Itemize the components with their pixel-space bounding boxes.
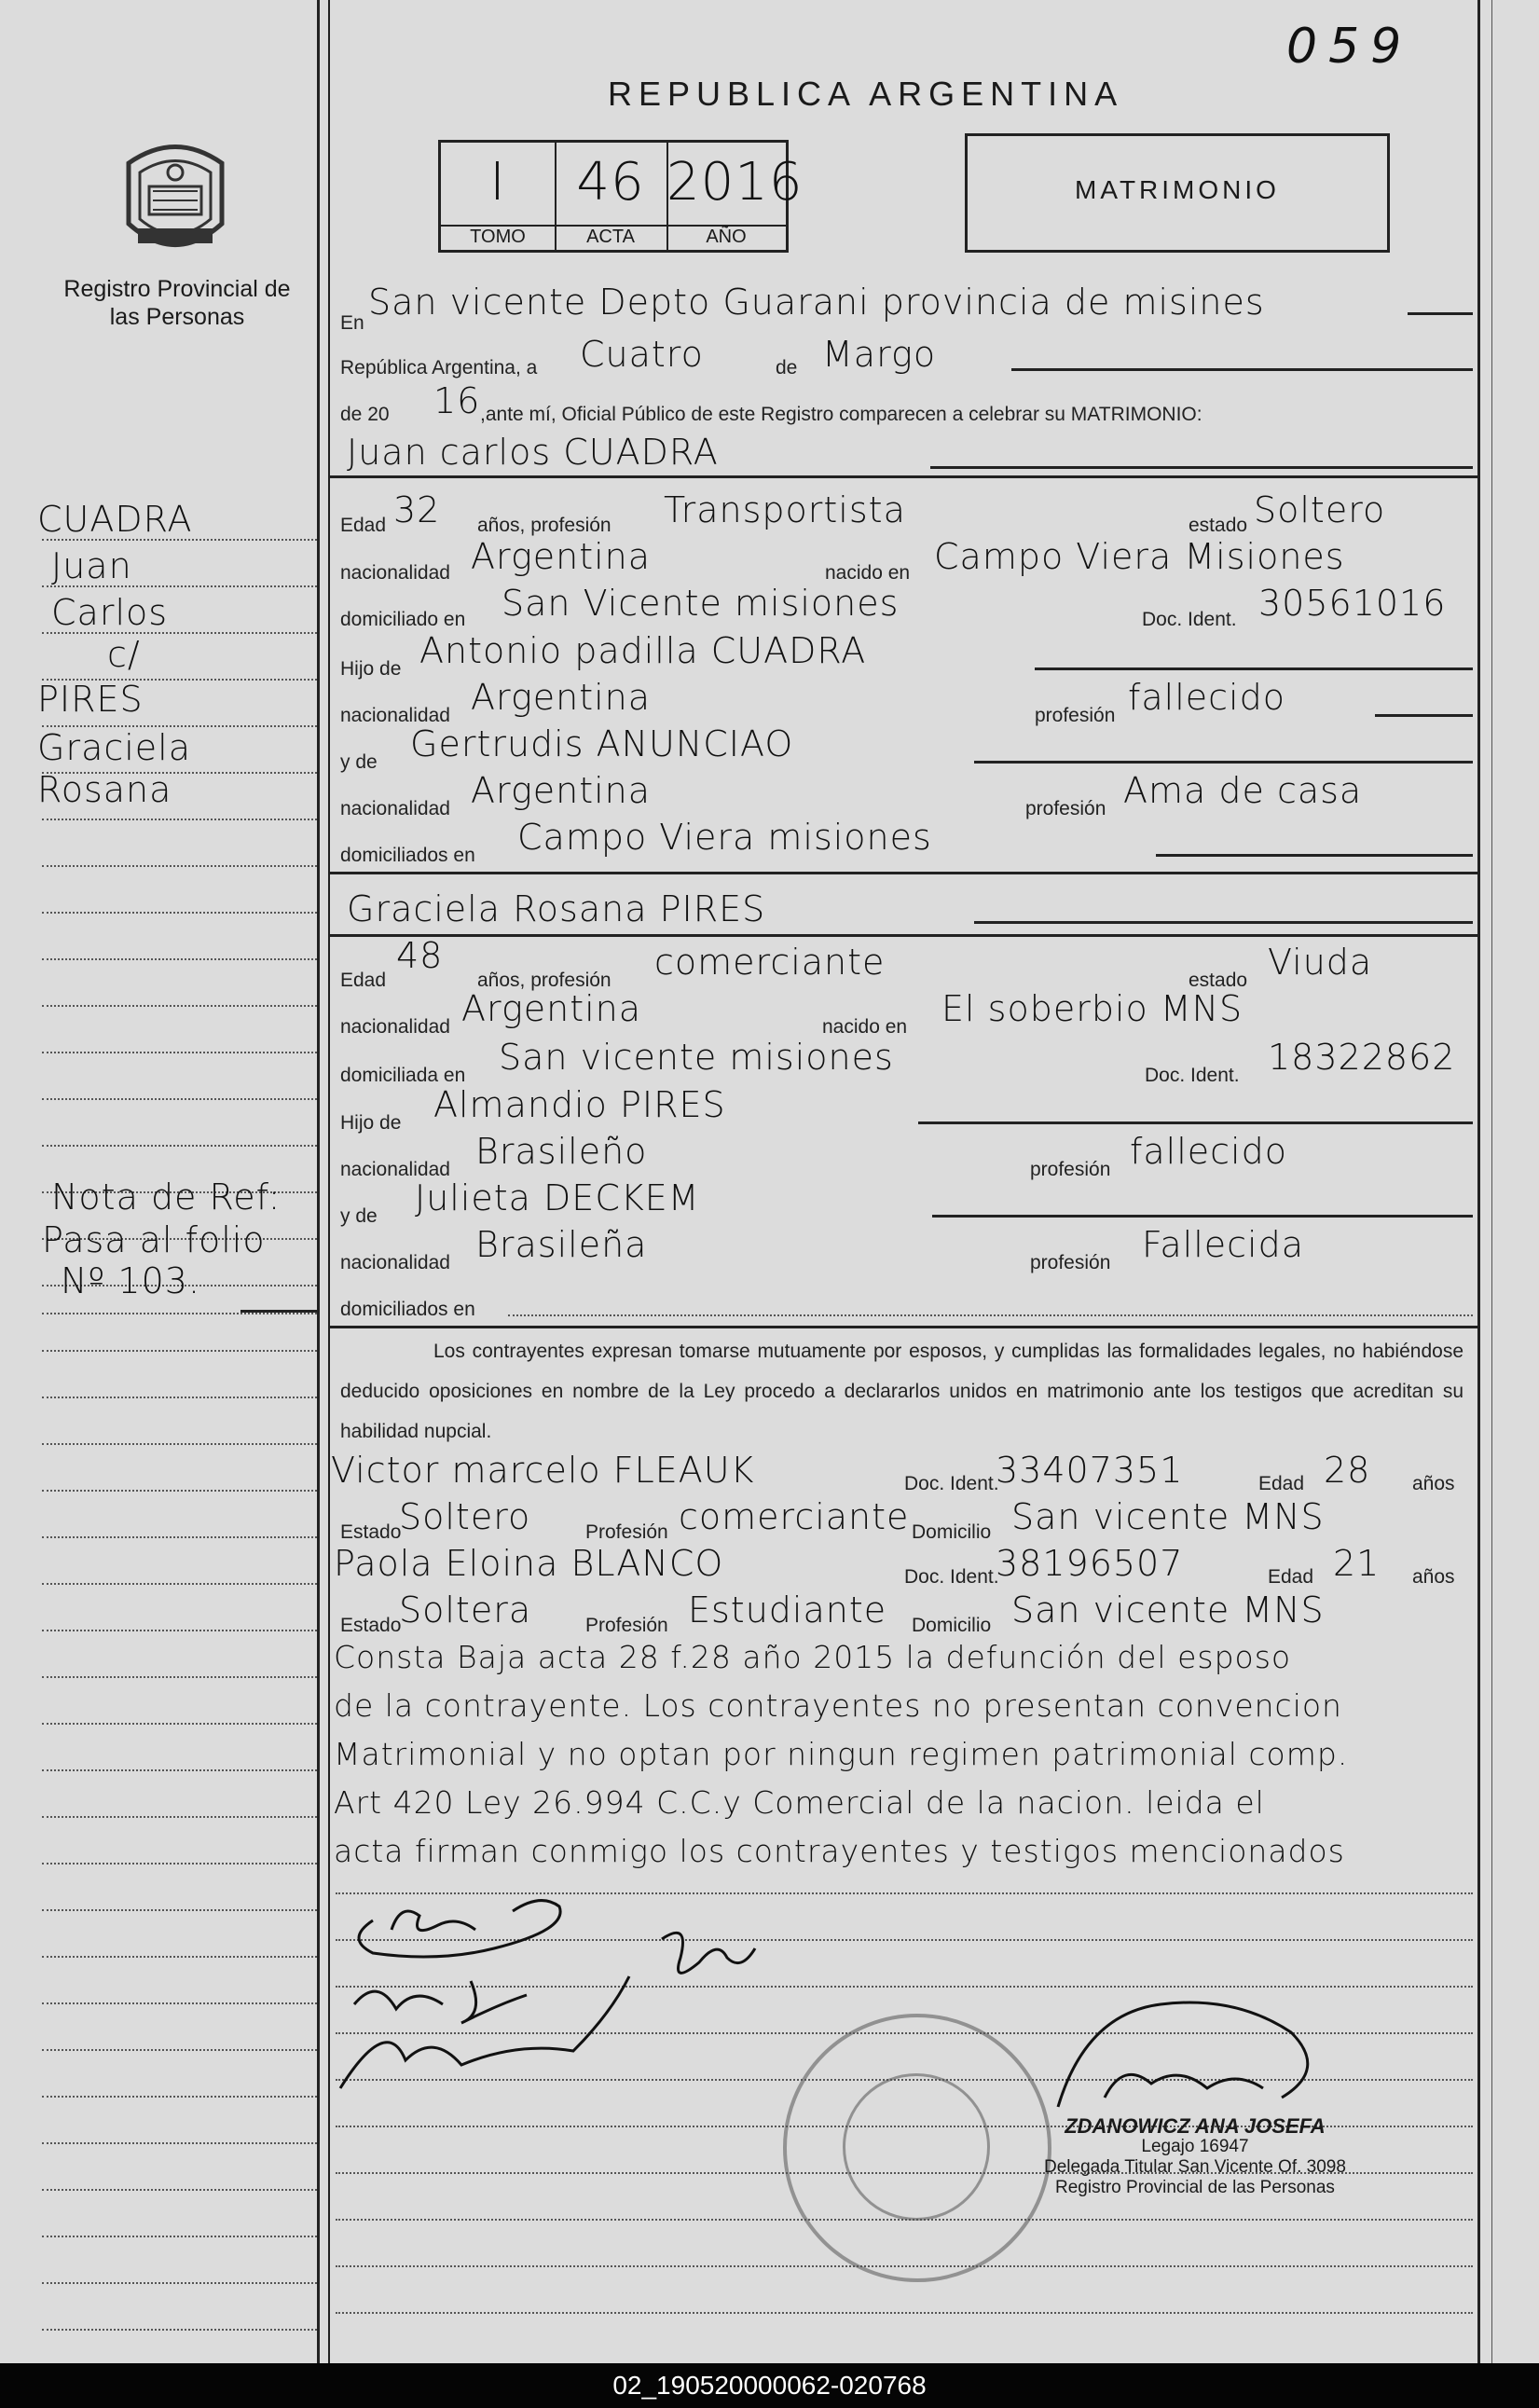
- bride-address: San vicente misiones: [499, 1037, 894, 1078]
- groom-prof-label: años, profesión: [477, 515, 611, 536]
- groom-profession: Transportista: [664, 489, 906, 530]
- officer-name: ZDANOWICZ ANA JOSEFA: [1065, 2114, 1326, 2138]
- groom-hijo-label: Hijo de: [340, 658, 402, 680]
- anio-cell: [666, 143, 804, 250]
- groom-birthplace: Campo Viera Misiones: [934, 536, 1345, 577]
- bride-edad-label: Edad: [340, 970, 387, 991]
- groom-father: Antonio padilla CUADRA: [419, 630, 867, 671]
- bride-birthplace: El soberbio MNS: [941, 988, 1244, 1029]
- acta-label: ACTA: [555, 225, 666, 248]
- country-title: REPUBLICA ARGENTINA: [608, 75, 1124, 113]
- margin-rule-inner: [328, 0, 330, 2363]
- bride-father-prof-label: profesión: [1030, 1159, 1111, 1180]
- republica-label: República Argentina, a: [340, 357, 538, 378]
- groom-father-prof-label: profesión: [1035, 705, 1116, 726]
- note-line-2: de la contrayente. Los contrayentes no presentan convencion: [334, 1687, 1342, 1724]
- witness-1-anos-label: años: [1412, 1473, 1455, 1494]
- witness-1-address: San vicente MNS: [1011, 1496, 1325, 1537]
- year-value: 16: [433, 380, 481, 421]
- groom-edad-label: Edad: [340, 515, 387, 536]
- groom-nationality: Argentina: [471, 536, 652, 577]
- groom-mother-nationality: Argentina: [471, 770, 652, 811]
- groom-doc-label: Doc. Ident.: [1142, 609, 1237, 630]
- bride-father-nationality: Brasileño: [475, 1131, 648, 1172]
- witness-1-estado-label: Estado: [340, 1521, 402, 1543]
- bride-dom-label: domiciliada en: [340, 1065, 466, 1086]
- en-label: En: [340, 312, 364, 334]
- witness-1-profession: comerciante: [679, 1496, 910, 1537]
- groom-father-nat-label: nacionalidad: [340, 705, 450, 726]
- groom-status: Soltero: [1254, 489, 1386, 530]
- bride-nationality: Argentina: [461, 988, 642, 1029]
- witness-2-anos-label: años: [1412, 1566, 1455, 1588]
- groom-yde-label: y de: [340, 751, 378, 773]
- tomo-value: I: [489, 152, 506, 213]
- witness-2-name: Paola Eloina BLANCO: [334, 1543, 724, 1584]
- margin-note-1: Nota de Ref:: [51, 1176, 282, 1218]
- groom-mother-profession: Ama de casa: [1123, 770, 1363, 811]
- document-id: 02_190520000062-020768: [612, 2371, 927, 2400]
- intro-text: ,ante mí, Oficial Público de este Registro comparecen a celebrar su MATRIMONIO:: [480, 404, 1202, 425]
- witness-2-dom-label: Domicilio: [912, 1615, 992, 1636]
- registry-name: Registro Provincial de las Personas: [63, 276, 291, 330]
- margin-bride-surname: PIRES: [37, 679, 144, 720]
- groom-name: Juan carlos CUADRA: [347, 432, 719, 473]
- groom-mother-prof-label: profesión: [1025, 798, 1106, 819]
- acta-cell: [555, 143, 668, 250]
- witness-2-profession: Estudiante: [688, 1589, 887, 1631]
- margin-conjunction: c/: [107, 634, 141, 675]
- bride-age: 48: [396, 935, 444, 976]
- witness-2-prof-label: Profesión: [585, 1615, 668, 1636]
- folio-number: 059: [1286, 19, 1413, 75]
- register-box: [438, 140, 804, 253]
- groom-age: 32: [393, 489, 441, 530]
- bride-father-profession: fallecido: [1130, 1131, 1287, 1172]
- witness-1-age: 28: [1324, 1450, 1371, 1491]
- right-rule: [1477, 0, 1480, 2363]
- day-value: Cuatro: [580, 334, 704, 375]
- bride-profession: comerciante: [654, 942, 886, 983]
- margin-bride-given-1: Graciela: [37, 727, 192, 768]
- groom-address: San Vicente misiones: [502, 583, 900, 624]
- bride-mother: Julieta DECKEM: [415, 1177, 700, 1218]
- anio-value: 2016: [666, 152, 804, 213]
- officer-legajo: Legajo 16947: [1141, 2137, 1249, 2156]
- bride-nacido-label: nacido en: [822, 1016, 908, 1038]
- witness-2-age: 21: [1333, 1543, 1381, 1584]
- signature-bride: [331, 1958, 648, 2098]
- note-line-5: acta firman conmigo los contrayentes y testigos mencionados: [334, 1833, 1345, 1869]
- witness-1-doc-label: Doc. Ident.: [904, 1473, 999, 1494]
- page-edge-rule: [1491, 0, 1492, 2363]
- note-line-3: Matrimonial y no optan por ningun regimen patrimonial comp.: [334, 1736, 1349, 1772]
- margin-rule: [317, 0, 320, 2363]
- bride-name: Graciela Rosana PIRES: [347, 888, 766, 929]
- groom-nac-label: nacionalidad: [340, 562, 450, 584]
- margin-given-2: Carlos: [51, 592, 169, 633]
- witness-2-estado-label: Estado: [340, 1615, 402, 1636]
- margin-surname: CUADRA: [37, 499, 193, 540]
- margin-note-3: Nº 103.: [61, 1260, 201, 1301]
- groom-parents-address: Campo Viera misiones: [517, 817, 932, 858]
- signature-officer: [1049, 1995, 1328, 2126]
- bride-yde-label: y de: [340, 1205, 378, 1227]
- month-value: Margo: [822, 334, 937, 375]
- margin-given-1: Juan: [51, 545, 132, 586]
- groom-nacido-label: nacido en: [825, 562, 911, 584]
- bride-father-nat-label: nacionalidad: [340, 1159, 450, 1180]
- bride-father: Almandio PIRES: [433, 1084, 726, 1125]
- bride-mother-profession: Fallecida: [1142, 1224, 1305, 1265]
- groom-estado-label: estado: [1189, 515, 1248, 536]
- province-seal-icon: [119, 135, 231, 261]
- bride-estado-label: estado: [1189, 970, 1248, 991]
- bride-status: Viuda: [1268, 942, 1373, 983]
- witness-1-dom-label: Domicilio: [912, 1521, 992, 1543]
- groom-parents-dom-label: domiciliados en: [340, 845, 475, 866]
- witness-1-status: Soltero: [399, 1496, 531, 1537]
- margin-note-2: Pasa al folio: [42, 1219, 266, 1260]
- groom-mother: Gertrudis ANUNCIAO: [410, 723, 794, 764]
- acta-value: 46: [576, 152, 645, 213]
- tomo-label: TOMO: [441, 225, 555, 248]
- officer-registry: Registro Provincial de las Personas: [1055, 2178, 1335, 2197]
- note-line-4: Art 420 Ley 26.994 C.C.y Comercial de la nacion. leida el: [334, 1784, 1265, 1821]
- de-label: de: [776, 357, 798, 378]
- place-value: San vicente Depto Guarani provincia de misines: [368, 282, 1265, 323]
- bride-doc-label: Doc. Ident.: [1145, 1065, 1240, 1086]
- groom-doc: 30561016: [1258, 583, 1447, 624]
- witness-2-edad-label: Edad: [1268, 1566, 1314, 1588]
- official-seal-icon: [783, 2014, 1051, 2282]
- witness-1-edad-label: Edad: [1258, 1473, 1305, 1494]
- record-type-box: [965, 133, 1390, 253]
- record-type: MATRIMONIO: [1075, 175, 1280, 204]
- bride-prof-label: años, profesión: [477, 970, 611, 991]
- anio-label: AÑO: [666, 225, 786, 248]
- groom-mother-nat-label: nacionalidad: [340, 798, 450, 819]
- witness-2-doc: 38196507: [996, 1543, 1184, 1584]
- bride-mother-nationality: Brasileña: [475, 1224, 648, 1265]
- note-line-1: Consta Baja acta 28 f.28 año 2015 la defunción del esposo: [334, 1639, 1292, 1675]
- witness-1-prof-label: Profesión: [585, 1521, 668, 1543]
- bride-nac-label: nacionalidad: [340, 1016, 450, 1038]
- groom-father-profession: fallecido: [1128, 677, 1285, 718]
- witness-2-doc-label: Doc. Ident.: [904, 1566, 999, 1588]
- witness-1-name: Victor marcelo FLEAUK: [331, 1450, 755, 1491]
- signature-witness: [653, 1920, 764, 1995]
- witness-2-address: San vicente MNS: [1011, 1589, 1325, 1631]
- witness-2-status: Soltera: [399, 1589, 532, 1631]
- year-label: de 20: [340, 404, 390, 425]
- officer-block: [1044, 2116, 1346, 2198]
- bride-doc: 18322862: [1268, 1037, 1456, 1078]
- bride-parents-dom-label: domiciliados en: [340, 1299, 475, 1320]
- witness-1-doc: 33407351: [996, 1450, 1184, 1491]
- margin-bride-given-2: Rosana: [37, 769, 172, 810]
- groom-dom-label: domiciliado en: [340, 609, 466, 630]
- bride-mother-nat-label: nacionalidad: [340, 1252, 450, 1273]
- declaration-text: Los contrayentes expresan tomarse mutuamente por esposos, y cumplidas las formalidades legales, no habiéndose deducido oposiciones en nombre de la Ley procedo a declararlos unidos en matrimonio ante los testigos que acreditan su habilidad nupcial.: [340, 1341, 1463, 1442]
- bride-hijo-label: Hijo de: [340, 1112, 402, 1134]
- tomo-cell: [441, 143, 557, 250]
- footer-bar: [0, 2363, 1539, 2408]
- groom-father-nationality: Argentina: [471, 677, 652, 718]
- bride-mother-prof-label: profesión: [1030, 1252, 1111, 1273]
- officer-role: Delegada Titular San Vicente Of. 3098: [1044, 2157, 1346, 2177]
